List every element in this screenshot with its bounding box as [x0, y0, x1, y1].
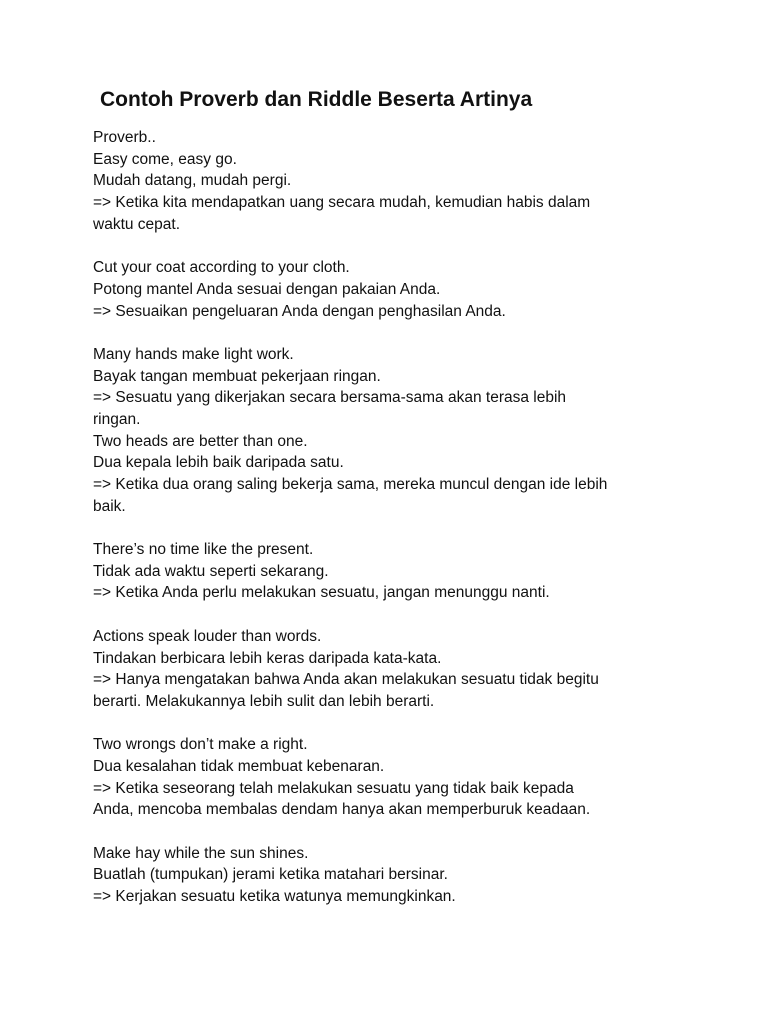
text-line: => Ketika seseorang telah melakukan sesuatu yang tidak baik kepada	[93, 779, 574, 797]
blank-line	[93, 235, 713, 257]
text-line: Buatlah (tumpukan) jerami ketika matahari bersinar.	[93, 866, 448, 884]
text-line: Proverb..	[93, 129, 156, 146]
text-line: Anda, mencoba membalas dendam hanya akan memperburuk keadaan.	[93, 801, 591, 819]
text-line: => Hanya mengatakan bahwa Anda akan melakukan sesuatu tidak begitu	[93, 671, 599, 689]
text-line: => Ketika kita mendapatkan uang secara mudah, kemudian habis dalam	[93, 194, 591, 212]
text-line: baik.	[93, 497, 126, 515]
text-line: Dua kepala lebih baik daripada satu.	[93, 454, 344, 472]
text-line: Dua kesalahan tidak membuat kebenaran.	[93, 757, 385, 775]
document-body	[93, 127, 713, 908]
text-line: Actions speak louder than words.	[93, 627, 322, 645]
text-line: ringan.	[93, 410, 141, 428]
text-line: Cut your coat according to your cloth.	[93, 259, 350, 277]
text-line: => Kerjakan sesuatu ketika watunya memungkinkan.	[93, 888, 456, 906]
text-line: Easy come, easy go.	[93, 150, 237, 168]
text-line: => Sesuaikan pengeluaran Anda dengan penghasilan Anda.	[93, 302, 506, 320]
text-line: => Sesuatu yang dikerjakan secara bersama-sama akan terasa lebih	[93, 389, 567, 407]
blank-line	[93, 713, 713, 735]
text-line: Potong mantel Anda sesuai dengan pakaian Anda.	[93, 280, 441, 298]
blank-line	[93, 821, 713, 843]
blank-line	[93, 517, 713, 539]
text-line: waktu cepat.	[93, 215, 181, 233]
text-line: Tindakan berbicara lebih keras daripada kata-kata.	[93, 649, 442, 667]
text-line: => Ketika Anda perlu melakukan sesuatu, jangan menunggu nanti.	[93, 584, 550, 602]
text-line: => Ketika dua orang saling bekerja sama, mereka muncul dengan ide lebih	[93, 476, 608, 493]
text-line: Mudah datang, mudah pergi.	[93, 172, 292, 190]
text-line: Tidak ada waktu seperti sekarang.	[93, 562, 329, 580]
text-line: Two heads are better than one.	[93, 432, 308, 450]
blank-line	[93, 604, 713, 626]
text-line: Bayak tangan membuat pekerjaan ringan.	[93, 367, 381, 385]
document-title: Contoh Proverb dan Riddle Beserta Artinya	[100, 88, 533, 111]
text-line: Many hands make light work.	[93, 345, 294, 363]
text-line: Two wrongs don’t make a right.	[93, 736, 308, 754]
text-line: berarti. Melakukannya lebih sulit dan lebih berarti.	[93, 692, 435, 710]
text-line: There’s no time like the present.	[93, 541, 314, 559]
text-line: Make hay while the sun shines.	[93, 844, 309, 862]
blank-line	[93, 322, 713, 344]
